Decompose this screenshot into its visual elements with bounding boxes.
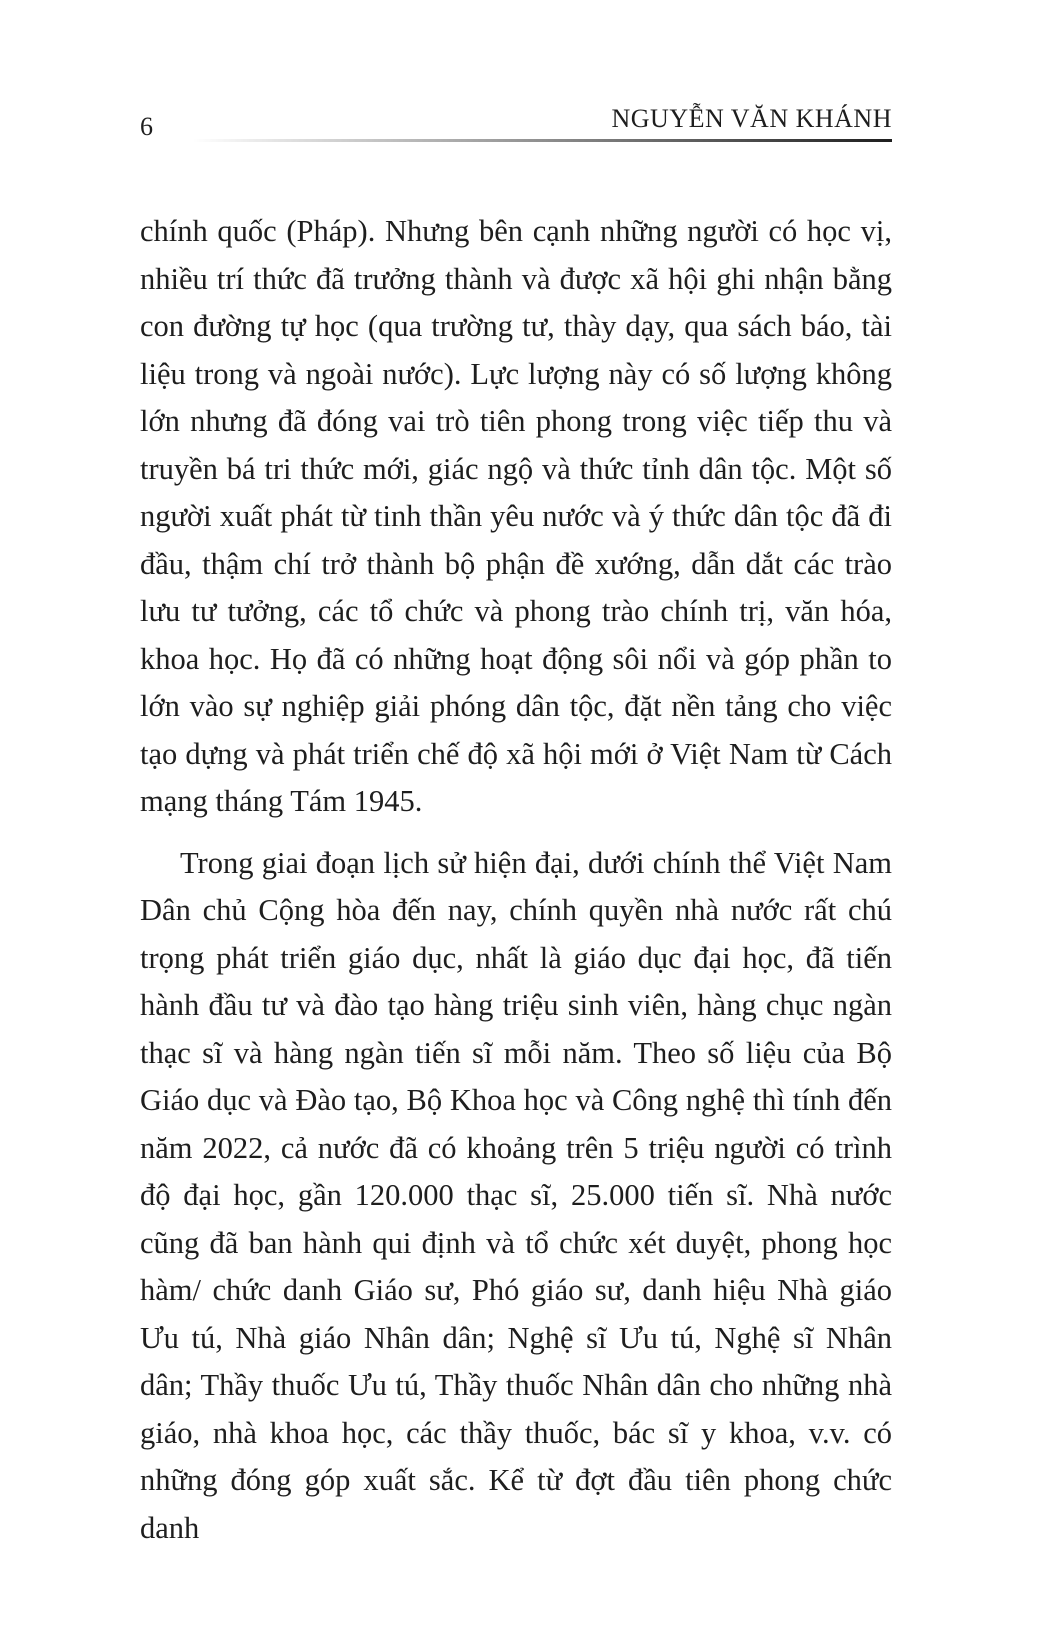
header-rule [192, 139, 892, 142]
body-text [140, 208, 892, 1552]
paragraph-1: chính quốc (Pháp). Nhưng bên cạnh những người có học vị, nhiều trí thức đã trưởng thành và được xã hội ghi nhận bằng con đường tự học (qua trường tư, thày dạy, qua sách báo, tài liệu trong và ngoài nước). Lực lượng này có số lượng không lớn nhưng đã đóng vai trò tiên phong trong việc tiếp thu và truyền bá tri thức mới, giác ngộ và thức tỉnh dân tộc. Một số người xuất phát từ tinh thần yêu nước và ý thức dân tộc đã đi đầu, thậm chí trở thành bộ phận đề xướng, dẫn dắt các trào lưu tư tưởng, các tổ chức và phong trào chính trị, văn hóa, khoa học. Họ đã có những hoạt động sôi nổi và góp phần to lớn vào sự nghiệp giải phóng dân tộc, đặt nền tảng cho việc tạo dựng và phát triển chế độ xã hội mới ở Việt Nam từ Cách mạng tháng Tám 1945. [140, 214, 892, 818]
page-header [140, 104, 892, 144]
paragraph-2: Trong giai đoạn lịch sử hiện đại, dưới chính thể Việt Nam Dân chủ Cộng hòa đến nay, chính quyền nhà nước rất chú trọng phát triển giáo dục, nhất là giáo dục đại học, đã tiến hành đầu tư và đào tạo hàng triệu sinh viên, hàng chục ngàn thạc sĩ và hàng ngàn tiến sĩ mỗi năm. Theo số liệu của Bộ Giáo dục và Đào tạo, Bộ Khoa học và Công nghệ thì tính đến năm 2022, cả nước đã có khoảng trên 5 triệu người có trình độ đại học, gần 120.000 thạc sĩ, 25.000 tiến sĩ. Nhà nước cũng đã ban hành qui định và tổ chức xét duyệt, phong học hàm/ chức danh Giáo sư, Phó giáo sư, danh hiệu Nhà giáo Ưu tú, Nhà giáo Nhân dân; Nghệ sĩ Ưu tú, Nghệ sĩ Nhân dân; Thầy thuốc Ưu tú, Thầy thuốc Nhân dân cho những nhà giáo, nhà khoa học, các thầy thuốc, bác sĩ y khoa, v.v. có những đóng góp xuất sắc. Kể từ đợt đầu tiên phong chức danh [140, 845, 892, 1545]
running-head-author: NGUYỄN VĂN KHÁNH [611, 104, 892, 133]
page-number: 6 [140, 112, 153, 141]
